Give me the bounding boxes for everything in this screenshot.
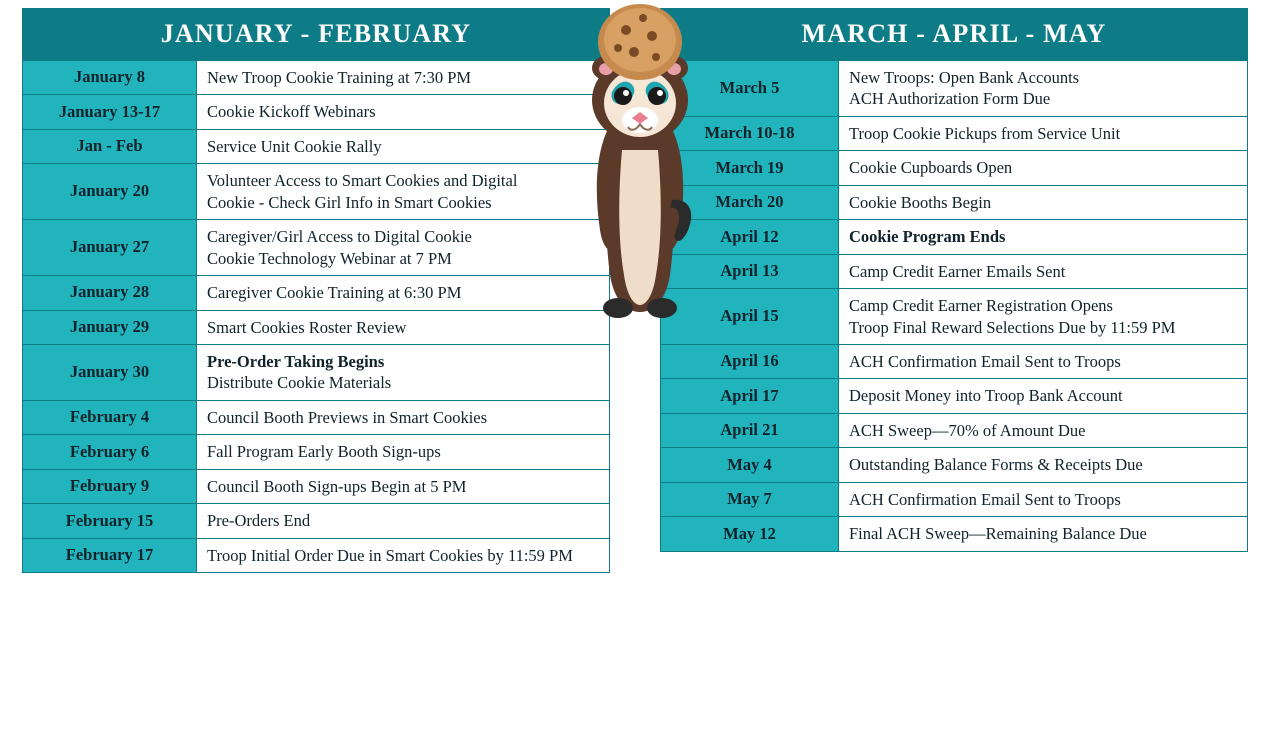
date-cell: March 19 [661,151,839,185]
date-cell: March 10-18 [661,116,839,150]
date-cell: January 30 [23,344,197,400]
description-line: Cookie Cupboards Open [849,158,1013,178]
description-line: Troop Cookie Pickups from Service Unit [849,123,1121,143]
description-line: Volunteer Access to Smart Cookies and Digital [207,171,518,191]
description-cell [197,469,610,503]
description-cell [839,220,1248,254]
date-cell: February 15 [23,504,197,538]
table-row [661,254,1248,288]
table-row [661,379,1248,413]
description-line: Camp Credit Earner Registration Opens [849,296,1113,316]
description-line: ACH Confirmation Email Sent to Troops [849,351,1121,371]
description-line: Distribute Cookie Materials [207,373,392,393]
schedule-table-jan-feb [22,60,610,573]
column-header-jan-feb: JANUARY - FEBRUARY [22,8,610,60]
description-line: Cookie Program Ends [849,227,1006,247]
schedule-body-left [23,61,610,573]
date-cell: April 21 [661,413,839,447]
description-cell [839,344,1248,378]
description-line: Council Booth Sign-ups Begin at 5 PM [207,476,467,496]
timeline-column-left [22,8,610,573]
date-cell: February 17 [23,538,197,572]
description-cell [197,164,610,220]
description-line: Outstanding Balance Forms & Receipts Due [849,455,1143,475]
description-cell [197,435,610,469]
date-cell: April 17 [661,379,839,413]
date-cell: March 20 [661,185,839,219]
description-line: Troop Final Reward Selections Due by 11:59 PM [849,317,1176,337]
date-cell: March 5 [661,61,839,117]
table-row [23,435,610,469]
date-cell: January 8 [23,61,197,95]
description-line: Pre-Orders End [207,511,311,531]
date-cell: February 4 [23,400,197,434]
table-row [23,164,610,220]
date-cell: April 12 [661,220,839,254]
description-cell [197,504,610,538]
description-cell [197,220,610,276]
date-cell: January 13-17 [23,95,197,129]
table-row [661,185,1248,219]
table-row [23,95,610,129]
description-cell [197,276,610,310]
description-cell [839,413,1248,447]
description-line: Final ACH Sweep—Remaining Balance Due [849,524,1147,544]
description-line: Cookie - Check Girl Info in Smart Cookies [207,192,492,212]
description-cell [197,129,610,163]
table-row [661,448,1248,482]
description-line: Pre-Order Taking Begins [207,351,385,371]
table-row [661,151,1248,185]
date-cell: January 27 [23,220,197,276]
description-line: ACH Authorization Form Due [849,89,1051,109]
description-cell [839,379,1248,413]
description-cell [839,254,1248,288]
table-row [23,400,610,434]
table-row [661,289,1248,345]
table-row [23,469,610,503]
table-row [23,344,610,400]
description-cell [839,517,1248,551]
description-cell [197,61,610,95]
schedule-table-mar-apr-may [660,60,1248,552]
description-cell [839,185,1248,219]
date-cell: May 4 [661,448,839,482]
description-cell [197,95,610,129]
description-cell [197,538,610,572]
table-row [661,517,1248,551]
description-cell [839,61,1248,117]
description-cell [839,116,1248,150]
date-cell: January 20 [23,164,197,220]
description-line: Caregiver/Girl Access to Digital Cookie [207,227,472,247]
date-cell: January 29 [23,310,197,344]
date-cell: April 15 [661,289,839,345]
table-row [23,220,610,276]
description-cell [839,151,1248,185]
timeline-column-right [660,8,1248,552]
table-row [661,344,1248,378]
description-cell [197,400,610,434]
description-line: Cookie Kickoff Webinars [207,102,376,122]
table-row [661,116,1248,150]
date-cell: April 16 [661,344,839,378]
date-cell: May 12 [661,517,839,551]
schedule-body-right [661,61,1248,552]
description-line: New Troops: Open Bank Accounts [849,68,1080,87]
date-cell: May 7 [661,482,839,516]
description-line: ACH Confirmation Email Sent to Troops [849,489,1121,509]
table-row [23,538,610,572]
date-cell: February 9 [23,469,197,503]
description-line: New Troop Cookie Training at 7:30 PM [207,68,472,87]
table-row [23,276,610,310]
table-row [661,482,1248,516]
description-line: Caregiver Cookie Training at 6:30 PM [207,283,462,303]
description-line: Camp Credit Earner Emails Sent [849,261,1066,281]
description-line: Cookie Booths Begin [849,192,992,212]
description-line: Smart Cookies Roster Review [207,317,407,337]
date-cell: April 13 [661,254,839,288]
description-line: Fall Program Early Booth Sign-ups [207,442,441,462]
description-line: Deposit Money into Troop Bank Account [849,386,1123,406]
date-cell: February 6 [23,435,197,469]
table-row [23,310,610,344]
description-cell [197,310,610,344]
description-line: Cookie Technology Webinar at 7 PM [207,248,452,268]
description-cell [839,482,1248,516]
description-line: ACH Sweep—70% of Amount Due [849,420,1086,440]
description-cell [839,448,1248,482]
date-cell: Jan - Feb [23,129,197,163]
description-line: Troop Initial Order Due in Smart Cookies by 11:59 PM [207,545,573,565]
date-cell: January 28 [23,276,197,310]
description-cell [839,289,1248,345]
table-row [23,504,610,538]
table-row [23,61,610,95]
table-row [661,413,1248,447]
column-header-mar-apr-may: MARCH - APRIL - MAY [660,8,1248,60]
table-row [661,220,1248,254]
description-cell [197,344,610,400]
table-row [661,61,1248,117]
table-row [23,129,610,163]
description-line: Service Unit Cookie Rally [207,136,382,156]
description-line: Council Booth Previews in Smart Cookies [207,407,488,427]
